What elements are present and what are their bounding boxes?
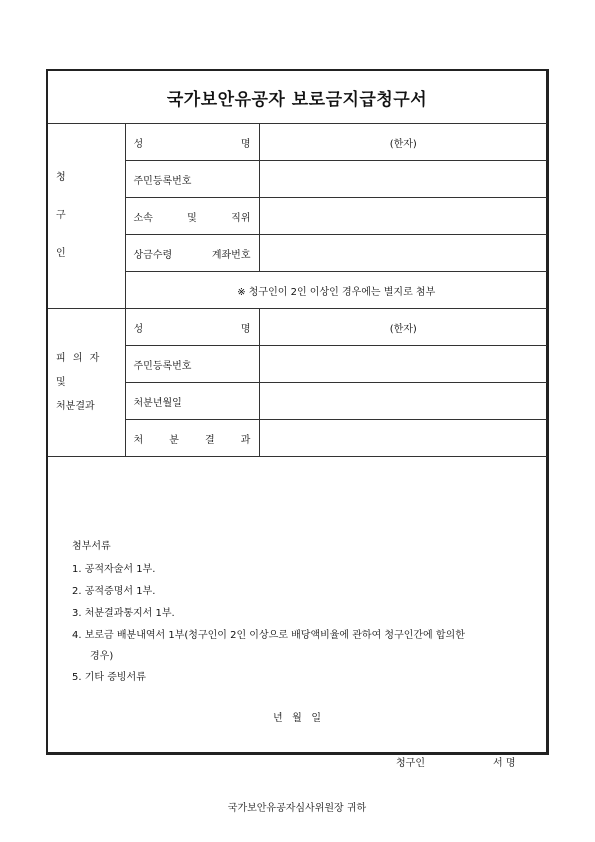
label-char: 계좌번호 <box>211 249 251 261</box>
attachment-item-1: 1. 공적자술서 1부. <box>72 564 156 575</box>
form-frame <box>46 69 549 814</box>
label-char: 성 <box>133 323 144 335</box>
label-char: 및 <box>187 212 197 224</box>
suspect-line-3: 처분결과 <box>56 400 95 412</box>
claimant-account-field[interactable] <box>259 235 547 272</box>
claimant-note: ※ 청구인이 2인 이상인 경우에는 별지로 첨부 <box>125 272 547 309</box>
claimant-affiliation-field[interactable] <box>259 198 547 235</box>
attachment-item-2: 2. 공적증명서 1부. <box>72 586 156 597</box>
claimant-name-field[interactable]: (한자) <box>259 124 547 161</box>
suspect-date-label: 처분년월일 <box>125 383 259 420</box>
label-char: 처 <box>133 434 144 446</box>
suspect-rrn-field[interactable] <box>259 346 547 383</box>
attachment-item-3: 3. 처분결과통지서 1부. <box>72 608 175 619</box>
suspect-section-label <box>48 309 125 457</box>
claimant-rrn-field[interactable] <box>259 161 547 198</box>
claimant-affiliation-label <box>125 198 259 235</box>
suspect-name-label <box>125 309 259 346</box>
claimant-char-3: 인 <box>56 248 66 259</box>
attachment-item-5: 5. 기타 증빙서류 <box>72 672 146 683</box>
form-table <box>48 123 547 457</box>
addressee: 국가보안유공자심사위원장 귀하 <box>227 803 367 814</box>
suspect-row-name <box>48 309 547 346</box>
label-char: 결 <box>205 434 215 446</box>
date-line: 년 월 일 <box>272 713 322 724</box>
label-char: 직위 <box>231 212 251 224</box>
form-title: 국가보안유공자 보로금지급청구서 <box>48 71 546 124</box>
label-char: 과 <box>240 434 251 446</box>
suspect-line-2: 및 <box>56 376 66 388</box>
claimant-char-1: 청 <box>56 172 66 183</box>
label-char: 명 <box>240 138 251 150</box>
label-char: 소속 <box>133 212 153 224</box>
label-char: 상금수령 <box>133 249 173 261</box>
claimant-sign-label: 청구인 <box>396 758 425 769</box>
claimant-row-name <box>48 124 547 161</box>
attachment-item-4-cont: 경우) <box>90 651 114 662</box>
claimant-rrn-label: 주민등록번호 <box>125 161 259 198</box>
label-char: 분 <box>169 434 179 446</box>
sign-label: 서 명 <box>493 758 516 769</box>
claimant-section-label <box>48 124 125 309</box>
claimant-char-2: 구 <box>56 210 66 221</box>
attachments-title: 첨부서류 <box>72 541 111 552</box>
suspect-line-1: 피 의 자 <box>56 352 102 364</box>
label-char: 명 <box>240 323 251 335</box>
claimant-name-label <box>125 124 259 161</box>
suspect-result-field[interactable] <box>259 420 547 457</box>
attachment-item-4: 4. 보로금 배분내역서 1부(청구인이 2인 이상으로 배당액비율에 관하여 청구인간에 합의한 <box>72 630 465 641</box>
label-char: 성 <box>133 138 144 150</box>
suspect-date-field[interactable] <box>259 383 547 420</box>
suspect-rrn-label: 주민등록번호 <box>125 346 259 383</box>
suspect-result-label <box>125 420 259 457</box>
claimant-account-label <box>125 235 259 272</box>
suspect-name-field[interactable]: (한자) <box>259 309 547 346</box>
attachments-section <box>48 523 546 814</box>
